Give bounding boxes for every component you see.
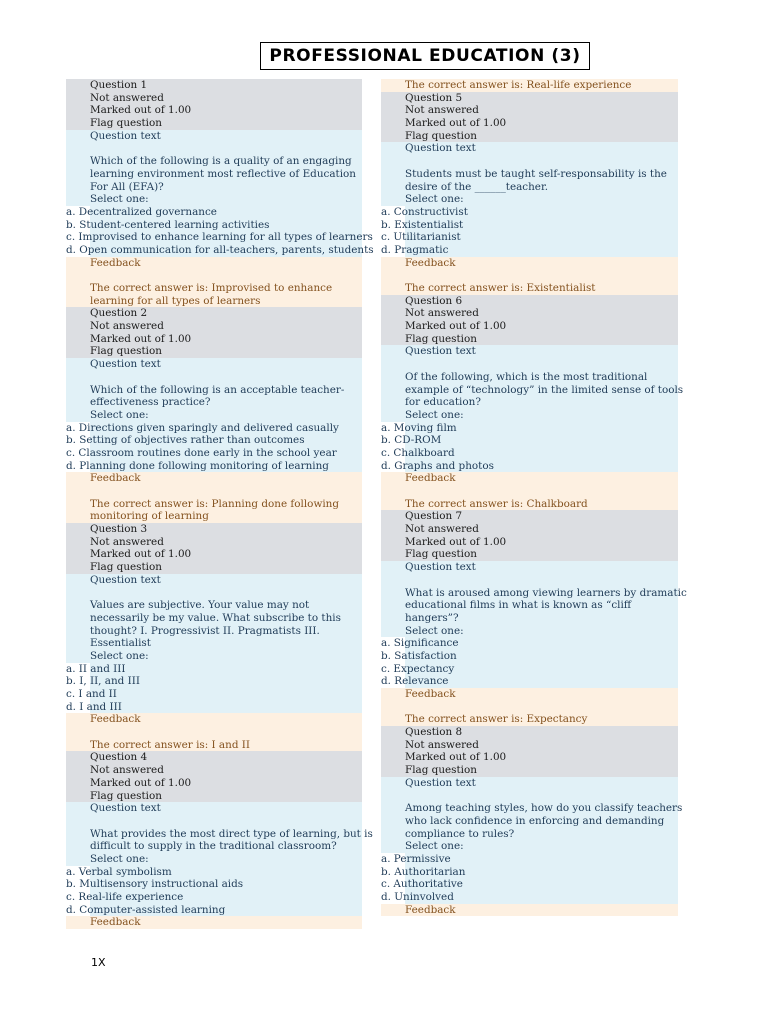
spacer [381,790,678,803]
marked-out-of: Marked out of 1.00 [66,333,362,346]
answer-option[interactable]: d. Uninvolved [381,891,678,904]
flag-question-link[interactable]: Flag question [66,345,362,358]
left-column [66,79,374,929]
question-text-line: Values are subjective. Your value may not [66,599,362,612]
flag-question-link[interactable]: Flag question [66,790,362,803]
question-number: Question 2 [66,307,362,320]
answer-option[interactable]: d. Planning done following monitoring of learning [66,460,362,473]
correct-answer: The correct answer is: Planning done following [66,498,362,511]
correct-answer: The correct answer is: Expectancy [381,713,678,726]
answer-option[interactable]: d. Open communication for all-teachers, parents, students [66,243,374,256]
question-text-heading: Question text [66,802,362,815]
flag-question-link[interactable]: Flag question [381,548,678,561]
question-number: Question 8 [381,726,678,739]
question-text-line: for education? [381,396,678,409]
spacer [66,269,362,282]
flag-question-link[interactable]: Flag question [381,764,678,777]
feedback-heading: Feedback [66,713,362,726]
question-text-line: For All (EFA)? [66,181,362,194]
question-text-line: desire of the ______teacher. [381,181,678,194]
question-text-line: Which of the following is a quality of an engaging [66,155,362,168]
page-title: PROFESSIONAL EDUCATION (3) [260,42,590,70]
question-text-heading: Question text [66,358,362,371]
answer-option[interactable]: a. Directions given sparingly and delivered casually [66,422,362,435]
correct-answer: The correct answer is: Real-life experience [381,79,678,92]
question-number: Question 3 [66,523,362,536]
question-text-line: who lack confidence in enforcing and demanding [381,815,678,828]
question-text-heading: Question text [381,561,678,574]
correct-answer: The correct answer is: Existentialist [381,282,678,295]
question-text-line: Essentialist [66,637,362,650]
answer-option[interactable]: d. I and III [66,701,362,714]
answer-option[interactable]: b. Satisfaction [381,650,678,663]
spacer [381,358,678,371]
question-text-heading: Question text [381,345,678,358]
status-not-answered: Not answered [66,320,362,333]
spacer [66,726,362,739]
answer-option[interactable]: d. Graphs and photos [381,460,678,473]
marked-out-of: Marked out of 1.00 [381,117,678,130]
spacer [66,815,362,828]
answer-option[interactable]: c. Authoritative [381,878,678,891]
answer-option[interactable]: b. Setting of objectives rather than outcomes [66,434,362,447]
question-text-line: difficult to supply in the traditional classroom? [66,840,362,853]
flag-question-link[interactable]: Flag question [381,130,678,143]
answer-option[interactable]: b. I, II, and III [66,675,362,688]
question-text-line: necessarily be my value. What subscribe to this [66,612,362,625]
feedback-heading: Feedback [381,904,678,917]
correct-answer: The correct answer is: I and II [66,739,362,752]
question-block [66,751,373,929]
question-text-line: What is aroused among viewing learners by dramatic [381,587,678,600]
answer-option[interactable]: c. Expectancy [381,663,678,676]
question-text-heading: Question text [381,142,678,155]
spacer [381,485,678,498]
spacer [381,574,678,587]
question-block [66,79,374,307]
question-text-line: effectiveness practice? [66,396,362,409]
status-not-answered: Not answered [381,523,678,536]
select-one-label: Select one: [66,193,362,206]
answer-option[interactable]: a. II and III [66,663,362,676]
question-text-line: learning environment most reflective of Education [66,168,362,181]
question-block [381,510,687,726]
feedback-heading: Feedback [66,916,362,929]
answer-option[interactable]: c. Utilitarianist [381,231,678,244]
answer-option[interactable]: c. Classroom routines done early in the school year [66,447,362,460]
status-not-answered: Not answered [381,104,678,117]
spacer [66,371,362,384]
feedback-heading: Feedback [381,472,678,485]
answer-option[interactable]: d. Pragmatic [381,244,678,257]
flag-question-link[interactable]: Flag question [66,561,362,574]
select-one-label: Select one: [66,409,362,422]
marked-out-of: Marked out of 1.00 [381,536,678,549]
question-text-line: compliance to rules? [381,828,678,841]
answer-option[interactable]: a. Moving film [381,422,678,435]
answer-option[interactable]: d. Relevance [381,675,678,688]
select-one-label: Select one: [381,625,678,638]
answer-option[interactable]: a. Decentralized governance [66,206,362,219]
feedback-heading: Feedback [381,257,678,270]
question-number: Question 5 [381,92,678,105]
status-not-answered: Not answered [66,536,362,549]
answer-option[interactable]: b. Student-centered learning activities [66,219,362,232]
spacer [66,142,362,155]
question-text-line: Of the following, which is the most traditional [381,371,678,384]
question-number: Question 1 [66,79,362,92]
correct-answer: The correct answer is: Chalkboard [381,498,678,511]
question-text-line: What provides the most direct type of learning, but is [66,828,362,841]
select-one-label: Select one: [381,409,678,422]
question-text-heading: Question text [66,574,362,587]
select-one-label: Select one: [66,853,362,866]
question-text-heading: Question text [381,777,678,790]
answer-option[interactable]: a. Permissive [381,853,678,866]
question-block [381,726,683,916]
question-text-heading: Question text [66,130,362,143]
spacer [381,155,678,168]
select-one-label: Select one: [381,193,678,206]
question-text-line: Which of the following is an acceptable teacher- [66,384,362,397]
question-text-line: hangers”? [381,612,678,625]
status-not-answered: Not answered [381,739,678,752]
question-text-line: Students must be taught self-responsability is the [381,168,678,181]
flag-question-link[interactable]: Flag question [66,117,362,130]
question-text-line: example of “technology” in the limited sense of tools [381,384,678,397]
marked-out-of: Marked out of 1.00 [381,320,678,333]
question-number: Question 4 [66,751,362,764]
select-one-label: Select one: [381,840,678,853]
answer-option[interactable]: b. CD-ROM [381,434,678,447]
right-column [381,79,687,916]
answer-option[interactable]: c. Improvised to enhance learning for all types of learners [66,231,373,244]
correct-answer: learning for all types of learners [66,295,362,308]
answer-option[interactable]: c. Chalkboard [381,447,678,460]
answer-option[interactable]: b. Existentialist [381,219,678,232]
answer-option[interactable]: d. Computer-assisted learning [66,904,362,917]
correct-answer: monitoring of learning [66,510,362,523]
select-one-label: Select one: [66,650,362,663]
correct-answer: The correct answer is: Improvised to enhance [66,282,362,295]
question-text-line: Among teaching styles, how do you classify teachers [381,802,678,815]
spacer [66,587,362,600]
question-block [66,523,362,751]
status-not-answered: Not answered [66,764,362,777]
status-not-answered: Not answered [381,307,678,320]
answer-option[interactable]: c. Real-life experience [66,891,362,904]
page-footer: 1X [91,956,106,969]
flag-question-link[interactable]: Flag question [381,333,678,346]
feedback-heading: Feedback [66,257,362,270]
spacer [66,485,362,498]
marked-out-of: Marked out of 1.00 [66,548,362,561]
answer-option[interactable]: a. Significance [381,637,678,650]
feedback-heading: Feedback [381,688,678,701]
answer-option[interactable]: b. Authoritarian [381,866,678,879]
answer-option[interactable]: b. Multisensory instructional aids [66,878,362,891]
question-text-line: thought? I. Progressivist II. Pragmatists III. [66,625,362,638]
status-not-answered: Not answered [66,92,362,105]
marked-out-of: Marked out of 1.00 [381,751,678,764]
answer-option[interactable]: c. I and II [66,688,362,701]
spacer [381,701,678,714]
question-text-line: educational films in what is known as “cliff [381,599,678,612]
question-block [381,92,678,295]
feedback-heading: Feedback [66,472,362,485]
question-block [381,294,684,511]
marked-out-of: Marked out of 1.00 [66,104,362,117]
marked-out-of: Marked out of 1.00 [66,777,362,790]
question-number: Question 7 [381,510,678,523]
question-block [66,307,362,523]
answer-option[interactable]: a. Constructivist [381,206,678,219]
spacer [381,269,678,282]
question-number: Question 6 [381,295,678,308]
answer-option[interactable]: a. Verbal symbolism [66,866,362,879]
